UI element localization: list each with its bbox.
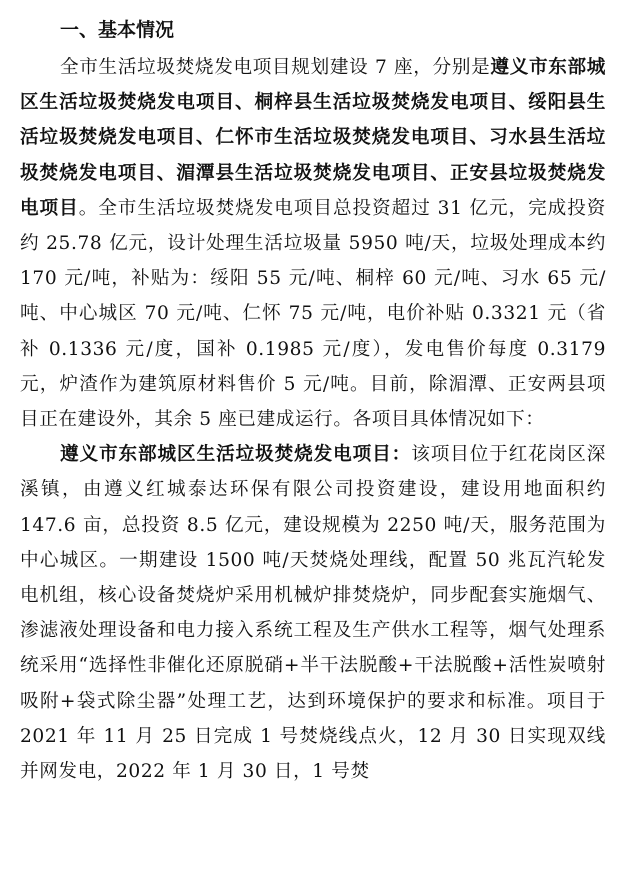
projects-list: 遵义市东部城区生活垃圾焚烧发电项目、桐梓县生活垃圾焚烧发电项目、绥阳县生活垃圾焚烧发电项目、仁怀市生活垃圾焚烧发电项目、习水县生活垃圾焚烧发电项目、湄潭县生活垃圾焚烧发电项目、正安县垃圾焚烧发电项目 — [20, 57, 606, 219]
document-page — [20, 14, 606, 789]
project-paragraph — [20, 437, 606, 789]
overview-paragraph — [20, 50, 606, 437]
overview-intro: 全市生活垃圾焚烧发电项目规划建设 7 座，分别是 — [60, 57, 491, 78]
section-heading: 一、基本情况 — [60, 19, 175, 41]
project-body: 该项目位于红花岗区深溪镇，由遵义红城泰达环保有限公司投资建设，建设用地面积约 147.6 亩，总投资 8.5 亿元，建设规模为 2250 吨/天，服务范围为中心城区。一期建设 1500 吨/天焚烧处理线，配置 50 兆瓦汽轮发电机组，核心设备焚烧炉采用机械炉排焚烧炉，同步配套实施烟气、渗滤液处理设备和电力接入系统工程及生产供水工程等，烟气处理系统采用“选择性非催化还原脱硝+半干法脱酸+干法脱酸+活性炭喷射吸附+袋式除尘器”处理工艺，达到环境保护的要求和标准。项目于 2021 年 11 月 25 日完成 1 号焚烧线点火，12 月 30 日实现双线并网发电，2022 年 1 月 30 日，1 号焚 — [20, 444, 606, 783]
project-title: 遵义市东部城区生活垃圾焚烧发电项目： — [60, 444, 412, 466]
overview-body: 。全市生活垃圾焚烧发电项目总投资超过 31 亿元，完成投资约 25.78 亿元，设计处理生活垃圾量 5950 吨/天，垃圾处理成本约 170 元/吨，补贴为：绥阳 55 元/吨、桐梓 60 元/吨、习水 65 元/吨、中心城区 70 元/吨、仁怀 75 元/吨，电价补贴 0.3321 元（省补 0.1336 元/度，国补 0.1985 元/度），发电售价每度 0.3179 元，炉渣作为建筑原材料售价 5 元/吨。目前，除湄潭、正安两县项目正在建设外，其余 5 座已建成运行。各项目具体情况如下： — [20, 197, 606, 431]
